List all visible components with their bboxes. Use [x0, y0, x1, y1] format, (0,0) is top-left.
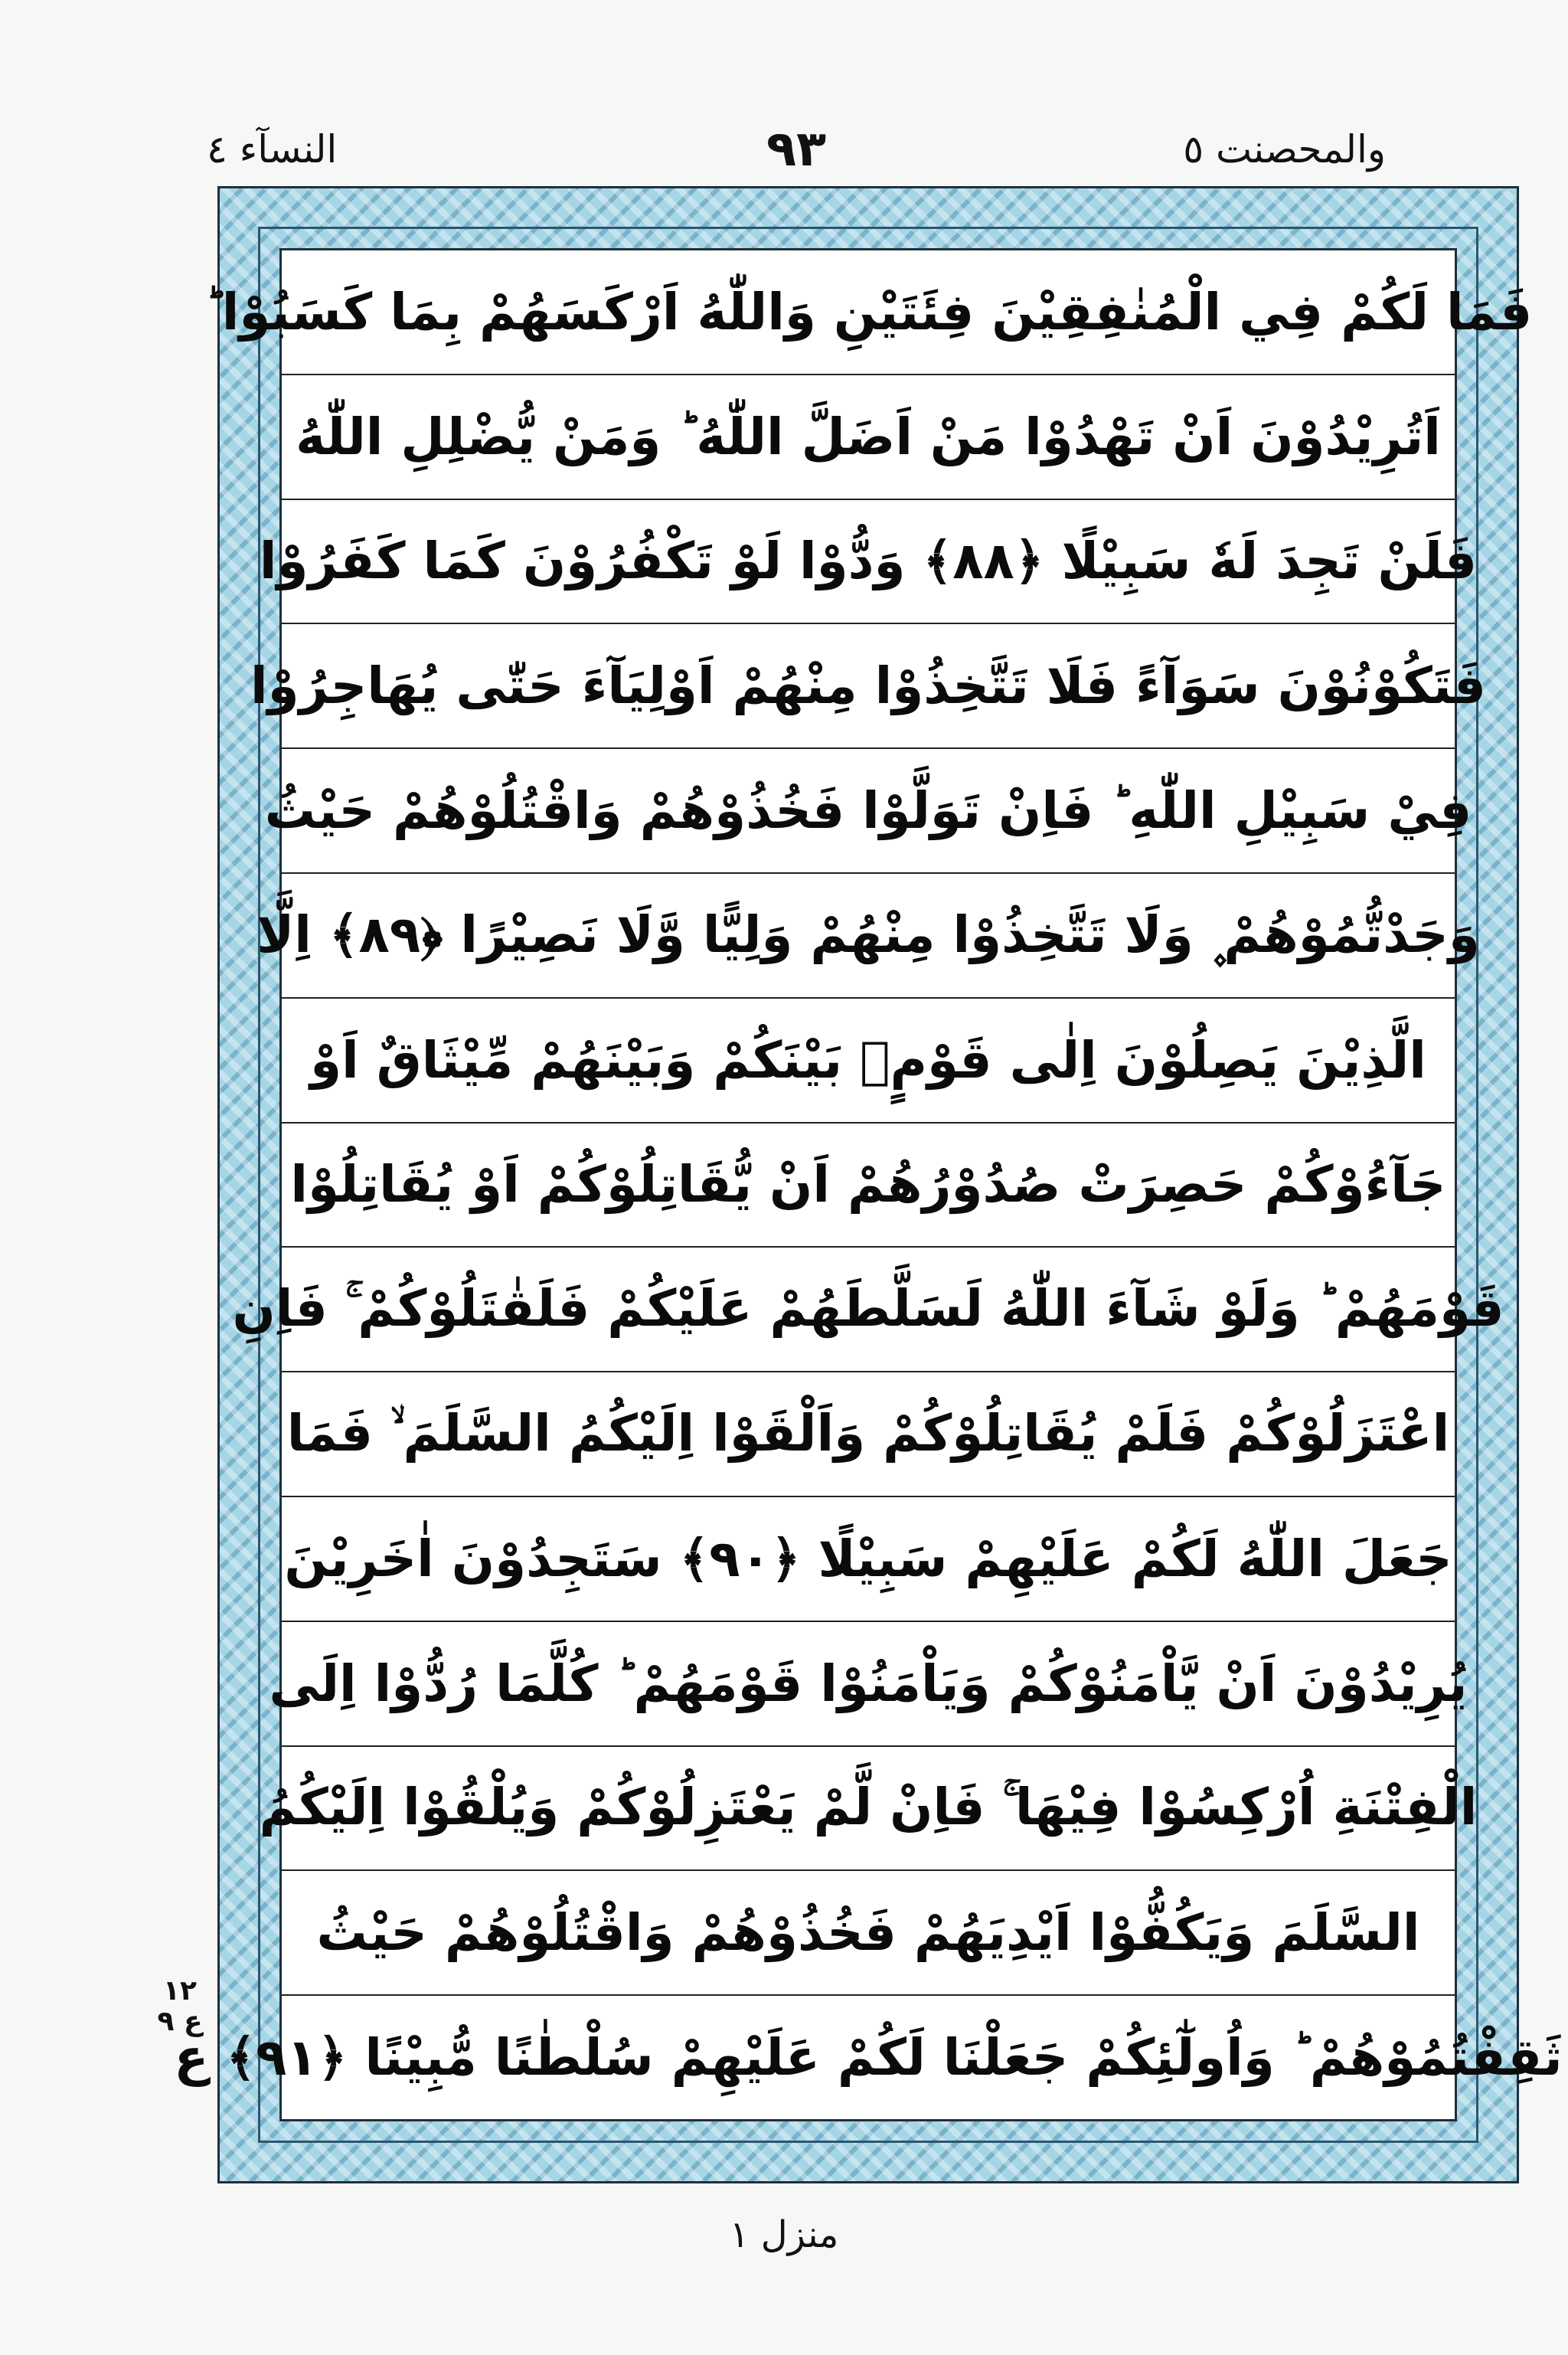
manzil-footer: منزل ١ [729, 2213, 839, 2256]
page-header [207, 115, 1386, 184]
ruku-marker: ١٢ ع ٩ [157, 1975, 203, 2037]
verse-line-10: اعْتَزَلُوْكُمْ فَلَمْ يُقَاتِلُوْكُمْ وَاَلْقَوْا اِلَيْكُمُ السَّلَمَ ۙ فَمَا [282, 1372, 1455, 1497]
verse-line-6: وَجَدْتُّمُوْهُمْ ۪ وَلَا تَتَّخِذُوْا مِنْهُمْ وَلِيًّا وَّلَا نَصِيْرًا ﴿٨٩﴾ اِلَّا [282, 874, 1455, 999]
juz-name: والمحصنت ٥ [1183, 127, 1386, 172]
verse-line-15: ثَقِفْتُمُوْهُمْ ؕ وَاُولٰٓئِكُمْ جَعَلْنَا لَكُمْ عَلَيْهِمْ سُلْطٰنًا مُّبِيْنًا ﴿٩١﴾ ع [174, 2028, 1563, 2088]
verse-line-3: فَلَنْ تَجِدَ لَهٗ سَبِيْلًا ﴿٨٨﴾ وَدُّوْا لَوْ تَكْفُرُوْنَ كَمَا كَفَرُوْا [282, 500, 1455, 625]
surah-name: النسآء ٤ [207, 127, 338, 172]
verse-line-14: السَّلَمَ وَيَكُفُّوْا اَيْدِيَهُمْ فَخُذُوْهُمْ وَاقْتُلُوْهُمْ حَيْثُ [282, 1871, 1455, 1996]
verse-line-2: اَتُرِيْدُوْنَ اَنْ تَهْدُوْا مَنْ اَضَلَّ اللّٰهُ ؕ وَمَنْ يُّضْلِلِ اللّٰهُ [282, 375, 1455, 500]
verse-line-4: فَتَكُوْنُوْنَ سَوَآءً فَلَا تَتَّخِذُوْا مِنْهُمْ اَوْلِيَآءَ حَتّٰى يُهَاجِرُوْا [282, 624, 1455, 749]
verse-line-5: فِيْ سَبِيْلِ اللّٰهِ ؕ فَاِنْ تَوَلَّوْا فَخُذُوْهُمْ وَاقْتُلُوْهُمْ حَيْثُ [282, 749, 1455, 874]
verse-line-13: الْفِتْنَةِ اُرْكِسُوْا فِيْهَا ۚ فَاِنْ لَّمْ يَعْتَزِلُوْكُمْ وَيُلْقُوْا اِلَيْكُمُ [282, 1747, 1455, 1872]
verse-line-12: يُرِيْدُوْنَ اَنْ يَّاْمَنُوْكُمْ وَيَاْمَنُوْا قَوْمَهُمْ ؕ كُلَّمَا رُدُّوْا اِلَى [282, 1622, 1455, 1747]
verse-line-11: جَعَلَ اللّٰهُ لَكُمْ عَلَيْهِمْ سَبِيْلًا ﴿٩٠﴾ سَتَجِدُوْنَ اٰخَرِيْنَ [282, 1497, 1455, 1622]
page-number: ٩٣ [766, 121, 827, 178]
verse-line-9: قَوْمَهُمْ ؕ وَلَوْ شَآءَ اللّٰهُ لَسَلَّطَهُمْ عَلَيْكُمْ فَلَقٰتَلُوْكُمْ ۚ فَاِنِ [282, 1248, 1455, 1372]
verse-line-1: فَمَا لَكُمْ فِي الْمُنٰفِقِيْنَ فِئَتَيْنِ وَاللّٰهُ اَرْكَسَهُمْ بِمَا كَسَبُوْا ؕ [282, 250, 1455, 375]
verse-line-7: الَّذِيْنَ يَصِلُوْنَ اِلٰى قَوْمٍۭ بَيْنَكُمْ وَبَيْنَهُمْ مِّيْثَاقٌ اَوْ [282, 999, 1455, 1124]
verse-line-8: جَآءُوْكُمْ حَصِرَتْ صُدُوْرُهُمْ اَنْ يُّقَاتِلُوْكُمْ اَوْ يُقَاتِلُوْا [282, 1124, 1455, 1248]
